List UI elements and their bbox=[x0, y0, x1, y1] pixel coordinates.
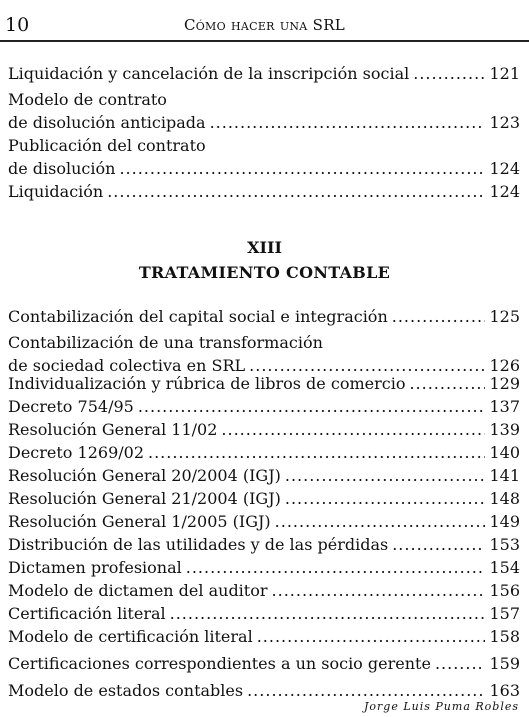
toc-entry-title: Resolución General 1/2005 (IGJ) bbox=[8, 512, 271, 531]
toc-entry-page: 148 bbox=[489, 489, 520, 508]
dot-leader bbox=[435, 652, 486, 675]
dot-leader bbox=[210, 111, 486, 134]
dot-leader bbox=[413, 62, 485, 85]
footer-author: Jorge Luis Puma Robles bbox=[364, 700, 519, 713]
toc-entry-title: Liquidación bbox=[8, 182, 104, 201]
dot-leader bbox=[409, 372, 485, 395]
toc-entry-line bbox=[8, 652, 520, 675]
toc-entry-page: 163 bbox=[489, 681, 520, 700]
toc-entry bbox=[8, 441, 520, 464]
toc-entry-title: Resolución General 20/2004 (IGJ) bbox=[8, 466, 281, 485]
header-rule bbox=[0, 40, 529, 42]
toc-entry-title: Dictamen profesional bbox=[8, 558, 182, 577]
toc-entry bbox=[8, 652, 520, 675]
toc-entry-line bbox=[8, 62, 520, 85]
toc-entry-line bbox=[8, 111, 520, 134]
toc-entry-page: 157 bbox=[489, 604, 520, 623]
toc-entry-line bbox=[8, 464, 520, 487]
toc-entry-title: Resolución General 11/02 bbox=[8, 420, 218, 439]
toc-entry bbox=[8, 418, 520, 441]
toc-entry-page: 149 bbox=[489, 512, 520, 531]
dot-leader bbox=[186, 556, 486, 579]
toc-entry-page: 140 bbox=[489, 443, 520, 462]
toc-entry-line bbox=[8, 331, 520, 354]
toc-entry-page: 156 bbox=[489, 581, 520, 600]
toc-entry bbox=[8, 679, 520, 702]
toc-entry bbox=[8, 62, 520, 85]
toc-entry-title: Contabilización del capital social e integración bbox=[8, 307, 388, 326]
toc-entry-line bbox=[8, 441, 520, 464]
toc-entry-page: 154 bbox=[489, 558, 520, 577]
toc-entry-title: de disolución anticipada bbox=[8, 113, 206, 132]
toc-entry-page: 129 bbox=[489, 374, 520, 393]
dot-leader bbox=[138, 395, 486, 418]
toc-entry-title: Certificación literal bbox=[8, 604, 166, 623]
toc-entry bbox=[8, 487, 520, 510]
toc-entry-line bbox=[8, 372, 520, 395]
toc-entry bbox=[8, 305, 520, 328]
toc-entry-title: Distribución de las utilidades y de las pérdidas bbox=[8, 535, 389, 554]
dot-leader bbox=[392, 533, 485, 556]
toc-entry-title: de sociedad colectiva en SRL bbox=[8, 356, 246, 375]
toc-entry bbox=[8, 180, 520, 203]
toc-entry-page: 124 bbox=[489, 182, 520, 201]
dot-leader bbox=[275, 510, 486, 533]
toc-entry-page: 159 bbox=[489, 654, 520, 673]
toc-entry-line bbox=[8, 88, 520, 111]
toc-entry-line bbox=[8, 418, 520, 441]
toc-entry-page: 158 bbox=[489, 627, 520, 646]
dot-leader bbox=[392, 305, 486, 328]
dot-leader bbox=[257, 625, 486, 648]
toc-entry-title: Modelo de certificación literal bbox=[8, 627, 253, 646]
toc-entry-title: Contabilización de una transformación bbox=[8, 333, 323, 352]
toc-entry-line bbox=[8, 679, 520, 702]
toc-entry-title: Decreto 1269/02 bbox=[8, 443, 144, 462]
page-number: 10 bbox=[5, 14, 30, 36]
toc-entry-page: 121 bbox=[489, 64, 520, 83]
dot-leader bbox=[285, 464, 486, 487]
toc-entry-line bbox=[8, 134, 520, 157]
toc-entry-title: Modelo de estados contables bbox=[8, 681, 244, 700]
toc-entry-page: 124 bbox=[489, 159, 520, 178]
toc-entry-title: de disolución bbox=[8, 159, 116, 178]
toc-entry bbox=[8, 602, 520, 625]
toc-entry bbox=[8, 395, 520, 418]
page-header bbox=[0, 0, 529, 40]
dot-leader bbox=[148, 441, 485, 464]
toc-entry-title: Modelo de contrato bbox=[8, 90, 167, 109]
toc-entry-page: 126 bbox=[489, 356, 520, 375]
running-head: Cómo hacer una SRL bbox=[183, 16, 346, 34]
toc-entry-page: 125 bbox=[489, 307, 520, 326]
toc-entry-title: Modelo de dictamen del auditor bbox=[8, 581, 268, 600]
dot-leader bbox=[272, 579, 486, 602]
toc-entry-line bbox=[8, 510, 520, 533]
toc-entry-line bbox=[8, 305, 520, 328]
toc-entry-line bbox=[8, 579, 520, 602]
dot-leader bbox=[221, 418, 485, 441]
toc-entry bbox=[8, 134, 520, 180]
toc-entry-line bbox=[8, 533, 520, 556]
toc-entry-page: 141 bbox=[489, 466, 520, 485]
chapter-title: TRATAMIENTO CONTABLE bbox=[138, 263, 391, 282]
toc-entry-line bbox=[8, 602, 520, 625]
toc-entry bbox=[8, 556, 520, 579]
toc-entry-title: Liquidación y cancelación de la inscripción social bbox=[8, 64, 410, 83]
toc-entry-line bbox=[8, 625, 520, 648]
toc-entry-line bbox=[8, 487, 520, 510]
toc-entry-title: Publicación del contrato bbox=[8, 136, 206, 155]
toc-entry bbox=[8, 533, 520, 556]
toc-entry-page: 153 bbox=[489, 535, 520, 554]
toc-entry-title: Resolución General 21/2004 (IGJ) bbox=[8, 489, 281, 508]
toc-entry bbox=[8, 464, 520, 487]
toc-entry bbox=[8, 331, 520, 377]
toc-entry-page: 139 bbox=[489, 420, 520, 439]
toc-entry bbox=[8, 372, 520, 395]
toc-entry-line bbox=[8, 556, 520, 579]
dot-leader bbox=[247, 679, 485, 702]
toc-entry-page: 123 bbox=[489, 113, 520, 132]
toc-entry bbox=[8, 510, 520, 533]
chapter-number: XIII bbox=[247, 238, 282, 257]
toc-entry bbox=[8, 579, 520, 602]
toc-entry-title: Decreto 754/95 bbox=[8, 397, 134, 416]
dot-leader bbox=[107, 180, 485, 203]
dot-leader bbox=[119, 157, 485, 180]
toc-entry-line bbox=[8, 180, 520, 203]
toc-entry bbox=[8, 625, 520, 648]
toc-entry-title: Certificaciones correspondientes a un socio gerente bbox=[8, 654, 431, 673]
toc-entry-line bbox=[8, 157, 520, 180]
toc-entry-title: Individualización y rúbrica de libros de comercio bbox=[8, 374, 406, 393]
toc-entry-page: 137 bbox=[489, 397, 520, 416]
dot-leader bbox=[170, 602, 486, 625]
toc-entry bbox=[8, 88, 520, 134]
toc-entry-line bbox=[8, 395, 520, 418]
dot-leader bbox=[285, 487, 486, 510]
